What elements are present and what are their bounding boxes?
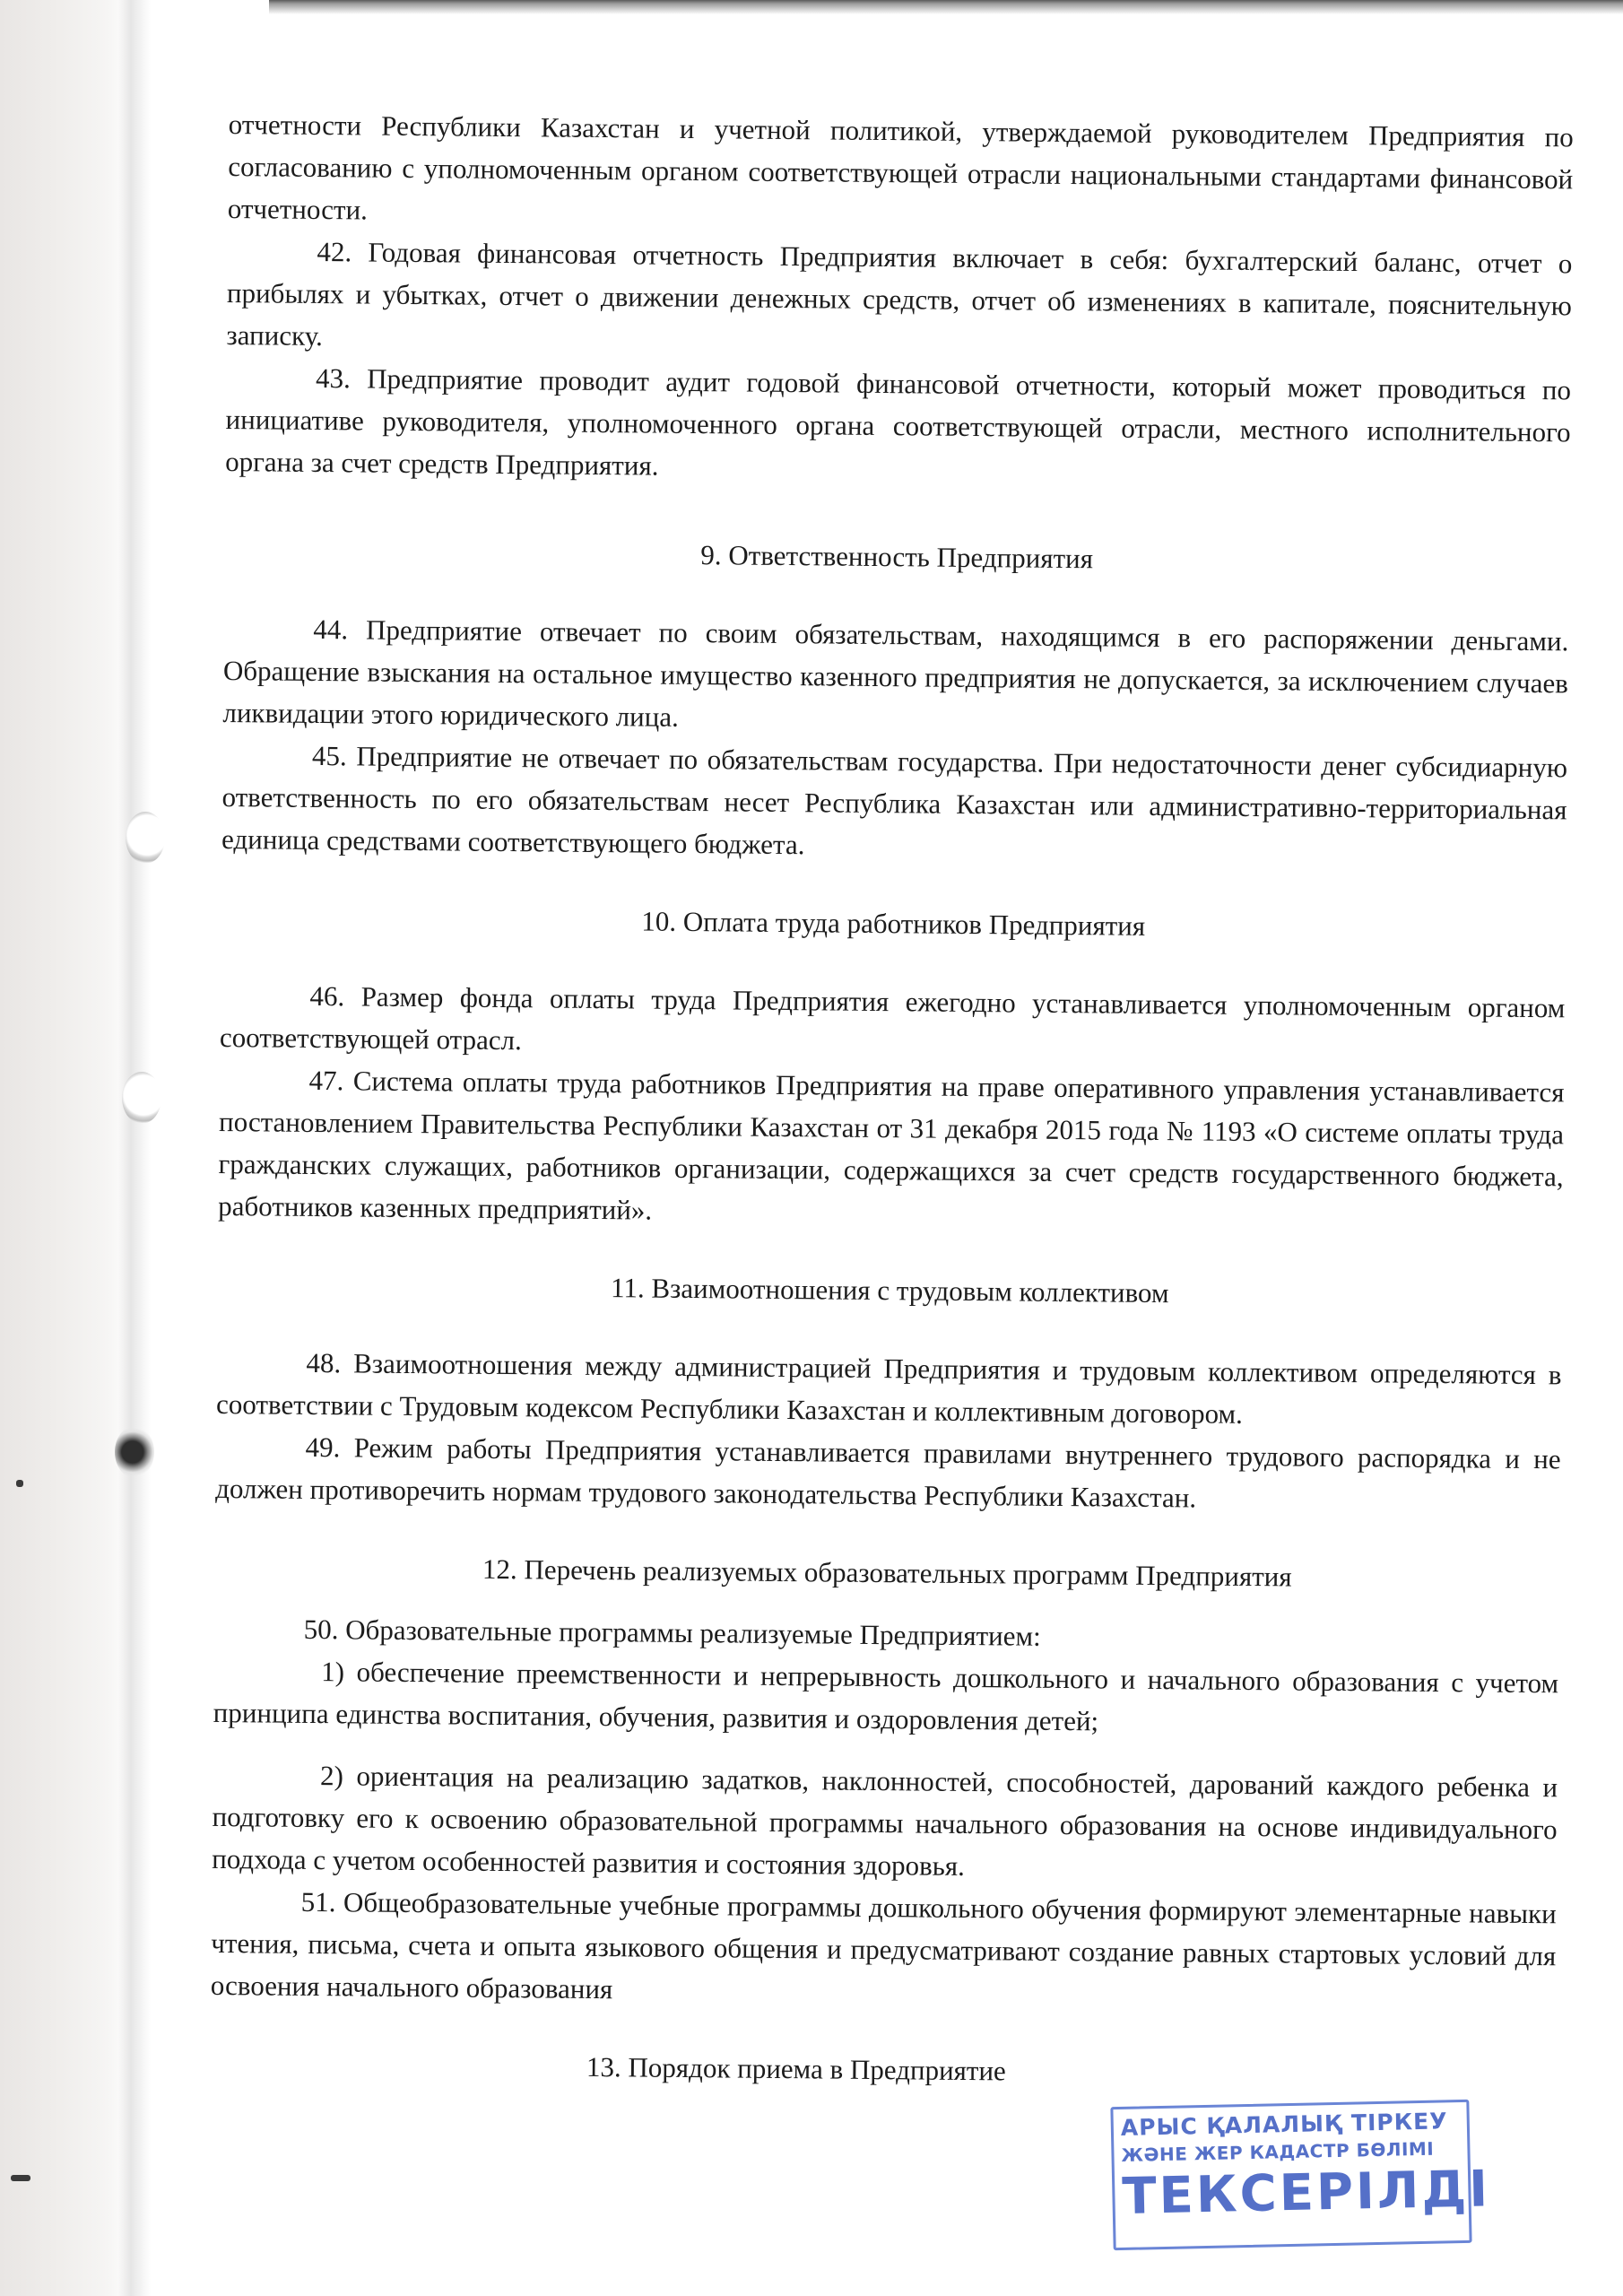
paragraph-47: 47. Система оплаты труда работников Предприятия на праве оперативного управления устанавливается постановлением Правительства Республики Казахстан от 31 декабря 2015 года № 1193 «О системе оплаты труда гражданских служащих, работников организации, содержащихся за счет средств государственного бюджета, работников казенных предприятий». xyxy=(218,1064,1565,1226)
paragraph-43: 43. Предприятие проводит аудит годовой финансовой отчетности, который может проводиться по инициативе руководителя, уполномоченного органа соответствующей отрасли, местного исполнительного органа за счет средств Предприятия. xyxy=(224,361,1572,482)
paragraph-50-item-1: 1) обеспечение преемственности и непрерывность дошкольного и начального образования с учетом принципа единства воспитания, обучения, развития и оздоровления детей; xyxy=(213,1656,1559,1737)
section-heading-9: 9. Ответственность Предприятия xyxy=(700,539,1094,575)
paragraph-41-end: отчетности Республики Казахстан и учетной политикой, утверждаемой руководителем Предприятия по согласованию с уполномоченным органом соответствующей отрасли национальными стандартами финансовой отчетности. xyxy=(227,108,1574,226)
paragraph-51: 51. Общеобразовательные учебные программы дошкольного обучения формируют элементарные навыки чтения, письма, счета и опыта языкового общения и предусматривают создание равных стартовых условий для освоения начального образования xyxy=(210,1885,1557,2005)
paragraph-50-item-2: 2) ориентация на реализацию задатков, наклонностей, способностей, дарований каждого ребенка и подготовку его к освоению образовательной программы начального образования на основе индивидуального подхода с учетом особенностей развития и состояния здоровья. xyxy=(212,1760,1558,1882)
punch-hole xyxy=(115,1426,154,1478)
scan-speck xyxy=(11,2175,30,2181)
punch-hole xyxy=(122,1072,161,1124)
scan-speck xyxy=(16,1480,23,1487)
section-heading-12: 12. Перечень реализуемых образовательных программ Предприятия xyxy=(482,1552,1292,1593)
stamp-line-2: ЖӘНЕ ЖЕР КАДАСТР БӨЛІМІ xyxy=(1121,2137,1435,2166)
stamp-line-1: АРЫС ҚАЛАЛЫҚ ТІРКЕУ xyxy=(1120,2108,1448,2141)
paragraph-44: 44. Предприятие отвечает по своим обязательствам, находящимся в его распоряжении деньгами. Обращение взыскания на остальное имущество казенного предприятия не допускается, за исключением случаев ликвидации этого юридического лица. xyxy=(222,613,1569,733)
paragraph-49: 49. Режим работы Предприятия устанавливается правилами внутреннего трудового распорядка и не должен противоречить нормам трудового законодательства Республики Казахстан. xyxy=(215,1431,1561,1514)
paragraph-48: 48. Взаимоотношения между администрацией Предприятия и трудовым коллективом определяются в соответствии с Трудовым кодексом Республики Казахстан и коллективным договором. xyxy=(215,1346,1562,1430)
section-heading-10: 10. Оплата труда работников Предприятия xyxy=(641,905,1146,942)
section-heading-13: 13. Порядок приема в Предприятие xyxy=(586,2050,1006,2087)
punch-hole xyxy=(126,812,165,864)
section-heading-11: 11. Взаимоотношения с трудовым коллективом xyxy=(610,1272,1169,1309)
paragraph-46: 46. Размер фонда оплаты труда Предприятия ежегодно устанавливается уполномоченным органом соответствующей отрасл. xyxy=(219,979,1566,1057)
page-top-edge xyxy=(269,0,1623,14)
stamp-line-3: ТЕКСЕРІЛДІ xyxy=(1121,2160,1491,2226)
paragraph-42: 42. Годовая финансовая отчетность Предприятия включает в себя: бухгалтерский баланс, отчет о прибылях и убытках, отчет о движении денежных средств, отчет об изменениях в капитале, пояснительную записку. xyxy=(226,235,1573,352)
registration-stamp xyxy=(1110,2100,1491,2250)
document-body xyxy=(210,103,1574,2097)
binding-shadow xyxy=(0,0,135,2296)
paragraph-45: 45. Предприятие не отвечает по обязательствам государства. При недостаточности денег субсидиарную ответственность по его обязательствам несет Республика Казахстан или административно-территориальная единица средствами соответствующего бюджета. xyxy=(221,739,1568,861)
paragraph-50: 50. Образовательные программы реализуемые Предприятием: xyxy=(303,1613,1041,1652)
binding-fold xyxy=(118,0,151,2296)
